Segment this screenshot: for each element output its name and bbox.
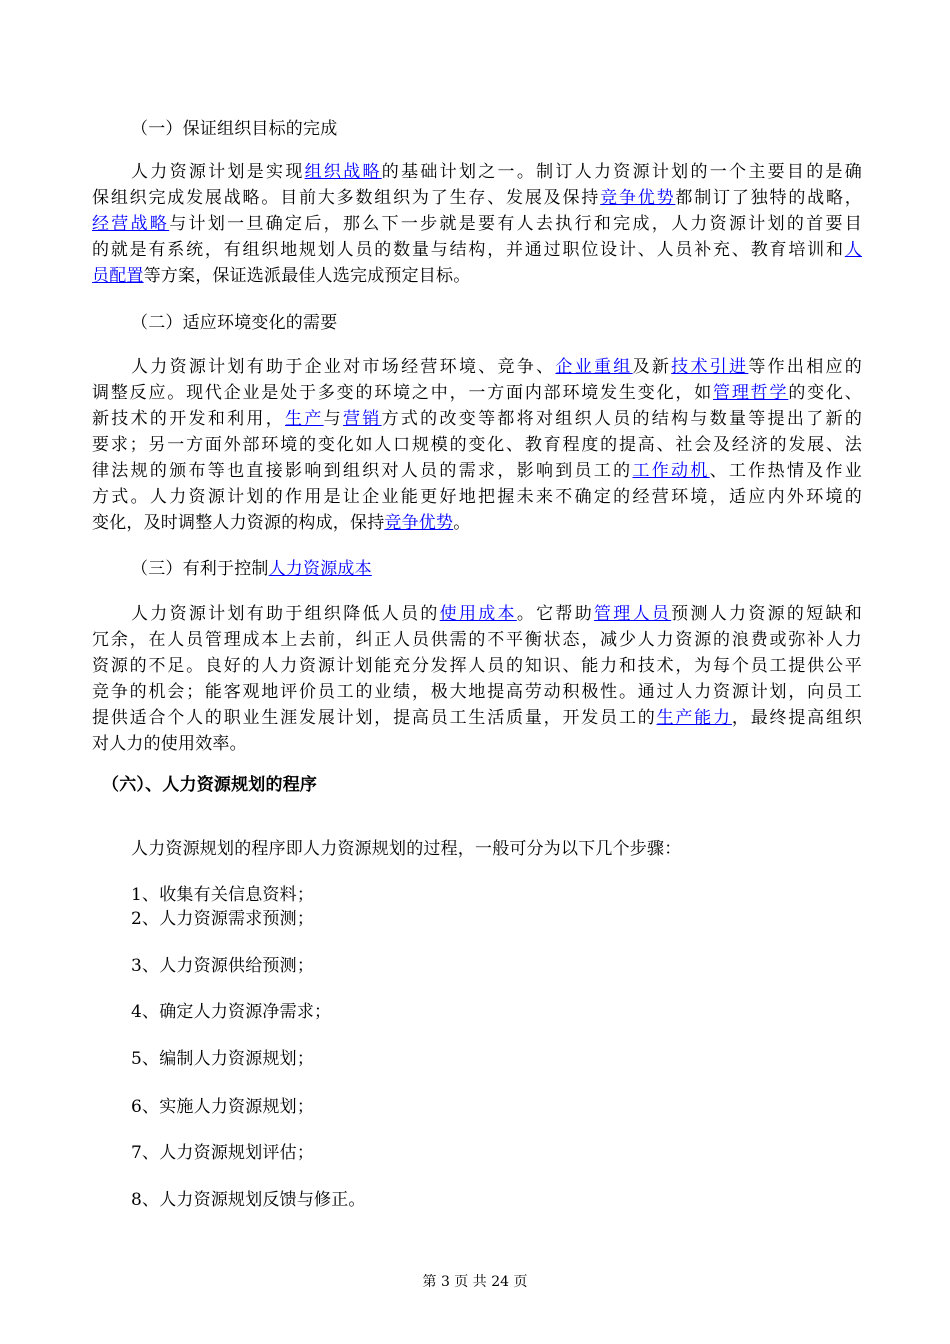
link-competitive-advantage[interactable]: 竞争优势	[600, 188, 676, 208]
step-item: 6、实施人力资源规划；	[131, 1097, 315, 1117]
section-heading-6: （六）、人力资源规划的程序	[102, 775, 318, 795]
link-hr-cost[interactable]: 人力资源成本	[268, 559, 372, 579]
paragraph-2-line-6: 方式。人力资源计划的作用是让企业能更好地把握未来不确定的经营环境，适应内外环境的	[92, 487, 862, 507]
section-title-3	[131, 556, 901, 582]
step-item: 4、确定人力资源净需求；	[131, 1002, 332, 1022]
text: 、工作热情及作业	[709, 461, 862, 481]
link-management-philosophy[interactable]: 管理哲学	[713, 383, 789, 403]
link-staffing-part2[interactable]: 员配置	[92, 266, 144, 286]
text: 。	[453, 513, 471, 533]
text: 人力资源计划有助于组织降低人员的	[131, 604, 440, 624]
paragraph-3-line-4: 竞争的机会；能客观地评价员工的业绩，极大地提高劳动积极性。通过人力资源计划，向员工	[92, 682, 862, 702]
step-item: 5、编制人力资源规划；	[131, 1049, 315, 1069]
link-production[interactable]: 生产	[285, 409, 324, 429]
text: 方式的改变等都将对组织人员的结构与数量等提出了新的	[381, 409, 863, 429]
text: 变化，及时调整人力资源的构成，保持	[92, 513, 385, 533]
link-marketing[interactable]: 营销	[342, 409, 382, 429]
step-item: 3、人力资源供给预测；	[131, 956, 315, 976]
link-organization-strategy[interactable]: 组织战略	[304, 162, 382, 182]
text: 预测人力资源的短缺和	[671, 604, 862, 624]
paragraph-1-line-5	[92, 263, 862, 289]
text: 提供适合个人的职业生涯发展计划，提高员工生活质量，开发员工的	[92, 708, 657, 728]
link-staffing-part1[interactable]: 人	[844, 240, 862, 260]
paragraph-2-line-1	[131, 354, 862, 380]
step-item: 1、收集有关信息资料；	[131, 885, 315, 905]
link-competitive-advantage-2[interactable]: 竞争优势	[384, 513, 454, 533]
section-title-2: （二）适应环境变化的需要	[131, 313, 338, 333]
paragraph-2-line-3	[92, 406, 862, 432]
paragraph-2-line-2	[92, 380, 862, 406]
text: 的基础计划之一。制订人力资源计划的一个主要目的是确	[381, 162, 862, 182]
text: 的就是有系统，有组织地规划人员的数量与结构，并通过职位设计、人员补充、教育培训和	[92, 240, 845, 260]
paragraph-3-line-1	[131, 601, 862, 627]
paragraph-1-line-4	[92, 237, 862, 263]
section-title-1: （一）保证组织目标的完成	[131, 119, 338, 139]
text: （三）有利于控制	[131, 559, 269, 579]
link-productivity[interactable]: 生产能力	[656, 708, 732, 728]
paragraph-1-line-2	[92, 185, 862, 211]
step-item: 2、人力资源需求预测；	[131, 909, 315, 929]
step-item: 7、人力资源规划评估；	[131, 1143, 315, 1163]
text: 调整反应。现代企业是处于多变的环境之中，一方面内部环境发生变化，如	[92, 383, 714, 403]
paragraph-1-line-1	[131, 159, 862, 185]
text: 新技术的开发和利用，	[92, 409, 286, 429]
text: 律法规的颁布等也直接影响到组织对人员的需求，影响到员工的	[92, 461, 633, 481]
text: 等方案，保证选派最佳人选完成预定目标。	[143, 266, 471, 286]
link-enterprise-restructuring[interactable]: 企业重组	[555, 357, 633, 377]
text: 保组织完成发展战略。目前大多数组织为了生存、发展及保持	[92, 188, 601, 208]
link-technology-introduction[interactable]: 技术引进	[671, 357, 749, 377]
intro-paragraph: 人力资源规划的程序即人力资源规划的过程，一般可分为以下几个步骤：	[131, 839, 682, 859]
step-item: 8、人力资源规划反馈与修正。	[131, 1190, 366, 1210]
text: 与	[323, 409, 343, 429]
text: 人力资源计划有助于企业对市场经营环境、竞争、	[131, 357, 556, 377]
paragraph-2-line-5	[92, 458, 862, 484]
text: 与计划一旦确定后，那么下一步就是要有人去执行和完成，人力资源计划的首要目	[169, 214, 862, 234]
link-work-motivation[interactable]: 工作动机	[632, 461, 710, 481]
page-footer: 第 3 页 共 24 页	[422, 1274, 528, 1290]
paragraph-3-line-3: 资源的不足。良好的人力资源计划能充分发挥人员的知识、能力和技术，为每个员工提供公平	[92, 656, 862, 676]
text: 及新	[632, 357, 672, 377]
link-usage-cost[interactable]: 使用成本	[439, 604, 517, 624]
paragraph-1-line-3	[92, 211, 862, 237]
link-business-strategy[interactable]: 经营战略	[92, 214, 170, 234]
paragraph-2-line-7	[92, 510, 862, 536]
text: ，最终提高组织	[731, 708, 862, 728]
text: 的变化、	[788, 383, 862, 403]
text: 都制订了独特的战略，	[675, 188, 862, 208]
paragraph-3-line-2: 冗余，在人员管理成本上去前，纠正人员供需的不平衡状态，减少人力资源的浪费或弥补人力	[92, 630, 862, 650]
text: 等作出相应的	[748, 357, 862, 377]
text: 人力资源计划是实现	[131, 162, 305, 182]
paragraph-3-line-5	[92, 705, 862, 731]
paragraph-2-line-4: 要求；另一方面外部环境的变化如人口规模的变化、教育程度的提高、社会及经济的发展、法	[92, 435, 862, 455]
text: 。它帮助	[516, 604, 594, 624]
link-managers[interactable]: 管理人员	[594, 604, 672, 624]
paragraph-3-line-6: 对人力的使用效率。	[92, 734, 247, 754]
